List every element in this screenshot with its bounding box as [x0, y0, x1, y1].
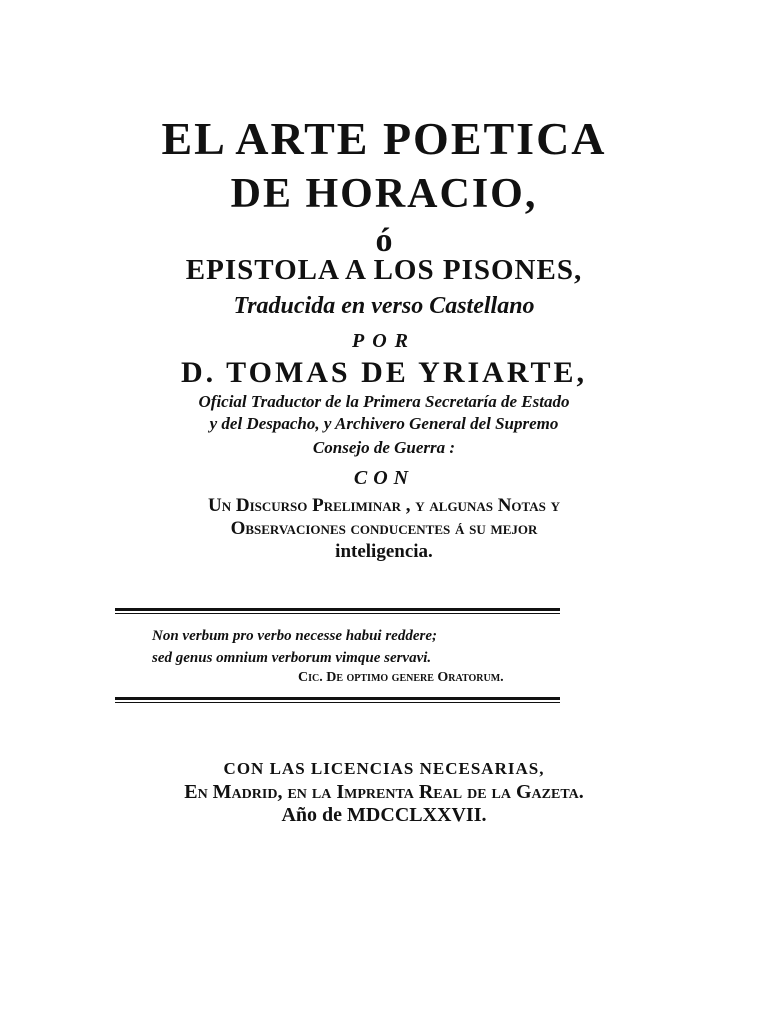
translation-note: Traducida en verso Castellano [233, 293, 535, 319]
imprint-year: Año de MDCCLXXVII. [281, 804, 487, 826]
epigraph-citation: Cic. De optimo genere Oratorum. [298, 670, 504, 685]
by-label: POR [352, 330, 416, 352]
title-line-1: EL ARTE POETICA [161, 113, 607, 164]
epigraph-line-1: Non verbum pro verbo necesse habui reddere; [152, 628, 437, 644]
title-conjunction: ó [375, 222, 393, 259]
imprint-place: En Madrid, en la Imprenta Real de la Gazeta. [184, 781, 584, 803]
contents-line-1: Un Discurso Preliminar , y algunas Notas y [207, 495, 560, 516]
author-name: D. TOMAS DE YRIARTE, [181, 356, 587, 389]
licences-line: CON LAS LICENCIAS NECESARIAS, [223, 759, 545, 778]
bottom-divider-rule [115, 697, 560, 703]
contents-line-2: Observaciones conducentes á su mejor [230, 518, 538, 539]
author-office-line-3: Consejo de Guerra : [312, 438, 456, 457]
author-office-line-2: y del Despacho, y Archivero General del Supremo [209, 414, 559, 433]
epigraph-line-2: sed genus omnium verborum vimque servavi. [152, 650, 432, 666]
subtitle: EPISTOLA A LOS PISONES, [185, 254, 583, 286]
with-label: CON [353, 467, 415, 489]
top-divider-rule [115, 608, 560, 614]
title-line-2: DE HORACIO, [230, 171, 538, 217]
author-office-line-1: Oficial Traductor de la Primera Secretaría de Estado [198, 392, 570, 411]
contents-line-3: inteligencia. [335, 541, 433, 562]
